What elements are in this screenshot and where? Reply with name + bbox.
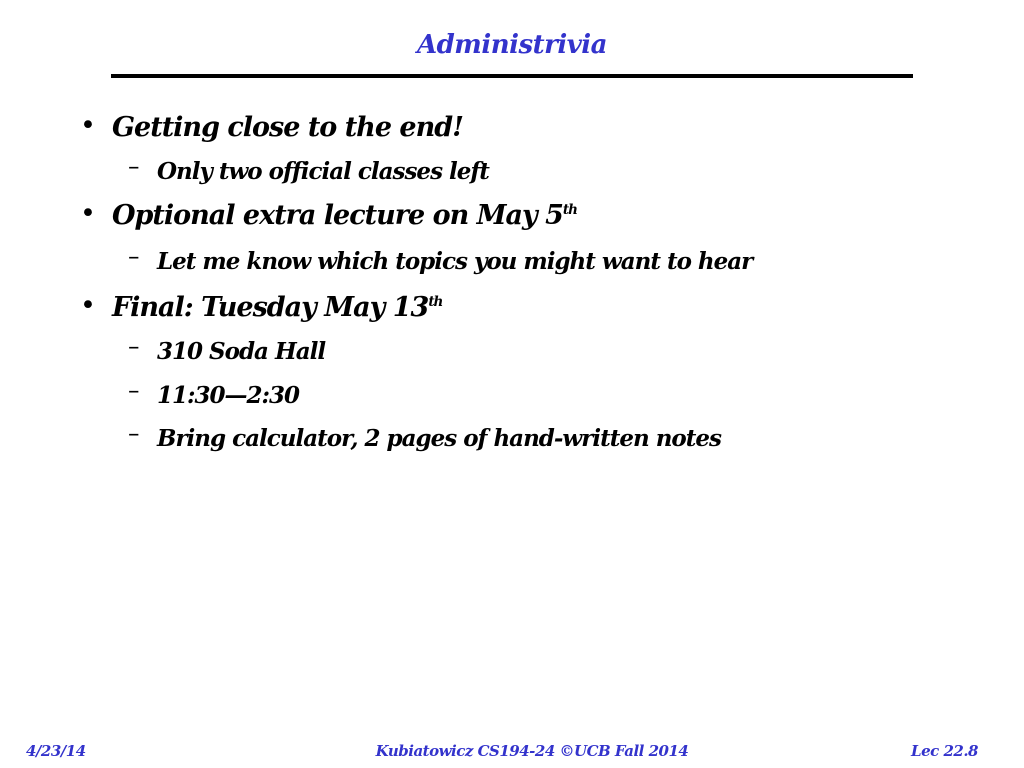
title-rule [111,74,913,78]
slide-title: Administrivia [416,30,608,60]
sub-bullet-text: Bring calculator, 2 pages of hand-written notes [157,425,721,452]
dash-icon: – [128,154,139,180]
bullet-text: Final: Tuesday May 13th [112,292,443,323]
footer-page-number: Lec 22.8 [911,742,978,760]
dash-icon: – [128,378,139,404]
bullet-text: Getting close to the end! [112,112,463,143]
bullet-icon: • [80,198,95,229]
sub-bullet-text: Let me know which topics you might want to hear [157,248,753,275]
bullet-icon: • [80,110,95,141]
footer-date: 4/23/14 [26,742,86,760]
sub-bullet-text: 310 Soda Hall [157,338,326,365]
bullet-icon: • [80,290,95,321]
sub-bullet-text: Only two official classes left [157,158,489,185]
dash-icon: – [128,421,139,447]
bullet-text: Optional extra lecture on May 5th [112,200,577,231]
footer-course: Kubiatowicz CS194-24 ©UCB Fall 2014 [375,742,689,760]
sub-bullet-text: 11:30—2:30 [157,382,300,409]
dash-icon: – [128,334,139,360]
dash-icon: – [128,244,139,270]
